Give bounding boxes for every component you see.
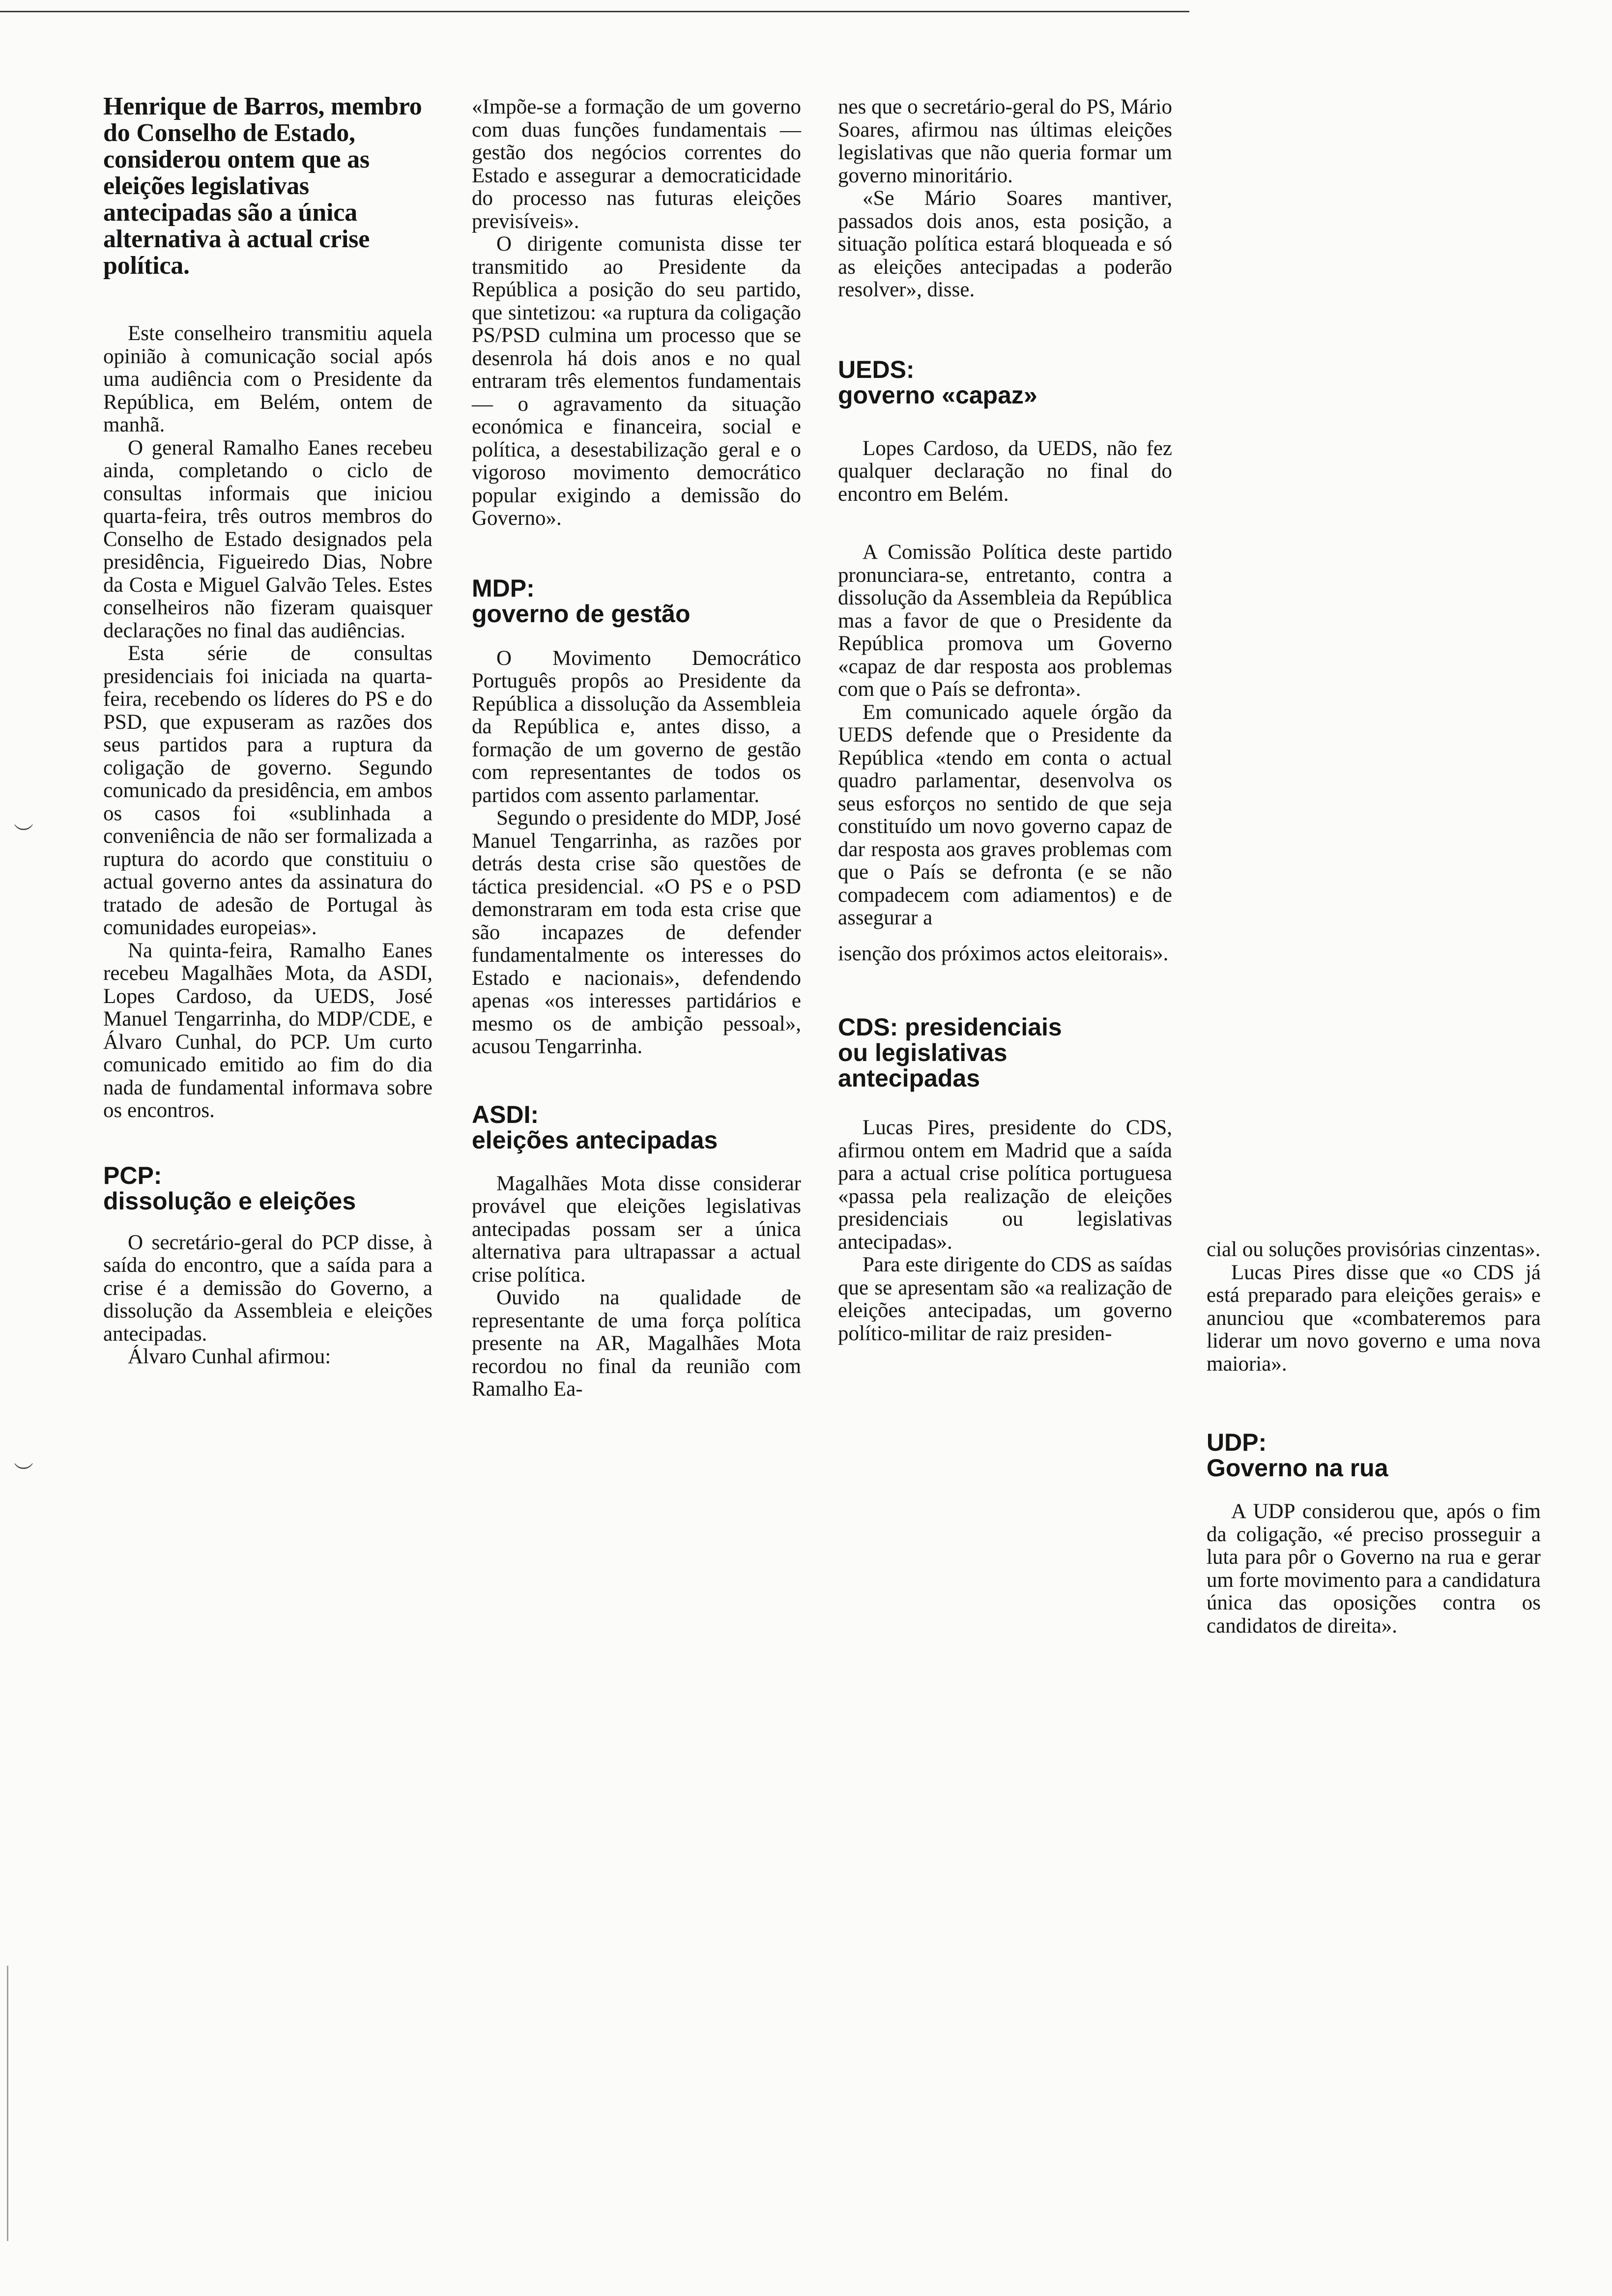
body-paragraph: Este conselheiro transmitiu aquela opinião à comunicação social após uma audiência com o Presidente da República, em Belém, ontem de manhã. — [103, 322, 432, 436]
section-heading-ueds-subtitle: governo «capaz» — [838, 381, 1037, 409]
body-paragraph: isenção dos próximos actos eleitorais». — [838, 942, 1169, 965]
body-paragraph: A Comissão Política deste partido pronunciara-se, entretanto, contra a dissolução da Assembleia da República mas a favor de que o Presidente da República promova um Governo «capaz de dar resposta aos problemas com que o País se defronta». — [838, 541, 1172, 701]
margin-mark: ︶ — [14, 823, 33, 845]
body-paragraph: O general Ramalho Eanes recebeu ainda, completando o ciclo de consultas informais que iniciou quarta-feira, três outros membros do Conselho de Estado designados pela presidência, Figueiredo Dias, Nobre da Costa e Miguel Galvão Teles. Estes conselheiros não fizeram quaisquer declarações no final das audiências. — [103, 436, 432, 642]
body-paragraph: «Se Mário Soares mantiver, passados dois anos, esta posição, a situação política estará bloqueada e só as eleições antecipadas a poderão resolver», disse. — [838, 187, 1172, 301]
section-heading-asdi-subtitle: eleições antecipadas — [472, 1126, 718, 1154]
section-heading-udp: UDP: — [1207, 1429, 1267, 1456]
column-1 — [103, 93, 432, 1369]
section-heading-mdp: MDP: — [472, 574, 535, 602]
body-paragraph: O secretário-geral do PCP disse, à saída do encontro, que a saída para a crise é a demissão do Governo, a dissolução da Assembleia e eleições antecipadas. — [103, 1231, 432, 1346]
body-paragraph: A UDP considerou que, após o fim da coligação, «é preciso prosseguir a luta para pôr o Governo na rua e gerar um forte movimento para a candidatura única das oposições contra os candidatos de direita». — [1207, 1500, 1541, 1637]
section-heading-ueds: UEDS: — [838, 355, 915, 383]
lead-paragraph: Henrique de Barros, membro do Conselho de Estado, considerou ontem que as eleições legislativas antecipadas são a única alternativa à actual crise política. — [103, 92, 422, 280]
section-heading-pcp-subtitle: dissolução e eleições — [103, 1187, 356, 1215]
body-paragraph: cial ou soluções provisórias cinzentas». — [1207, 1238, 1541, 1261]
body-paragraph: Na quinta-feira, Ramalho Eanes recebeu Magalhães Mota, da ASDI, Lopes Cardoso, da UEDS, José Manuel Tengarrinha, do MDP/CDE, e Álvaro Cunhal, do PCP. Um curto comunicado emitido ao fim do dia nada de fundamental informava sobre os encontros. — [103, 939, 432, 1122]
body-paragraph: nes que o secretário-geral do PS, Mário Soares, afirmou nas últimas eleições legislativas que não queria formar um governo minoritário. — [838, 95, 1172, 187]
column-2 — [472, 96, 801, 1401]
body-paragraph: Em comunicado aquele órgão da UEDS defende que o Presidente da República «tendo em conta o actual quadro parlamentar, desenvolva os seus esforços no sentido de que seja constituído um novo governo capaz de dar resposta aos graves problemas com que o País se defronta (e se não compadecem com adiamentos) e de assegurar a — [838, 700, 1172, 929]
section-heading-cds-subtitle: ou legislativas — [838, 1039, 1008, 1066]
body-paragraph: Segundo o presidente do MDP, José Manuel Tengarrinha, as razões por detrás desta crise são questões de táctica presidencial. «O PS e o PSD demonstraram em toda esta crise que são incapazes de defender fundamentalmente os interesses do Estado e nacionais», defendendo apenas «os interesses partidários e mesmo os de ambição pessoal», acusou Tengarrinha. — [472, 806, 801, 1058]
body-paragraph: Para este dirigente do CDS as saídas que se apresentam são «a realização de eleições antecipadas, um governo político-militar de raiz presiden- — [838, 1253, 1172, 1345]
margin-dash — [7, 1966, 8, 2241]
body-paragraph: Lucas Pires, presidente do CDS, afirmou ontem em Madrid que a saída para a actual crise política portuguesa «passa pela realização de eleições presidenciais ou legislativas antecipadas». — [838, 1116, 1172, 1254]
column-3 — [838, 96, 1172, 1345]
body-paragraph: Magalhães Mota disse considerar provável que eleições legislativas antecipadas possam ser a única alternativa para ultrapassar a actual crise política. — [472, 1172, 801, 1287]
body-paragraph: Ouvido na qualidade de representante de uma força política presente na AR, Magalhães Mota recordou no final da reunião com Ramalho Ea- — [472, 1286, 801, 1401]
column-4 — [1207, 1238, 1541, 1637]
body-paragraph: Álvaro Cunhal afirmou: — [128, 1345, 331, 1368]
top-rule — [0, 11, 1189, 12]
margin-mark: ︶ — [14, 1462, 33, 1484]
section-heading-pcp: PCP: — [103, 1161, 162, 1189]
section-heading-asdi: ASDI: — [472, 1100, 539, 1128]
section-heading-cds: CDS: presidenciais — [838, 1013, 1062, 1041]
body-paragraph: Lopes Cardoso, da UEDS, não fez qualquer declaração no final do encontro em Belém. — [838, 436, 1172, 506]
body-paragraph: O Movimento Democrático Português propôs ao Presidente da República a dissolução da Assembleia da República e, antes disso, a formação de um governo de gestão com representantes de todos os partidos com assento parlamentar. — [472, 646, 801, 807]
section-heading-udp-subtitle: Governo na rua — [1207, 1454, 1388, 1482]
section-heading-mdp-subtitle: governo de gestão — [472, 600, 691, 628]
body-paragraph: Esta série de consultas presidenciais foi iniciada na quarta-feira, recebendo os líderes do PS e do PSD, que expuseram as razões dos seus partidos para a ruptura da coligação de governo. Segundo comunicado da presidência, em ambos os casos foi «sublinhada a conveniência de não ser formalizada a ruptura do acordo que constituiu o actual governo antes da assinatura do tratado de adesão de Portugal às comunidades europeias». — [103, 642, 432, 939]
body-paragraph: O dirigente comunista disse ter transmitido ao Presidente da República a posição do seu partido, que sintetizou: «a ruptura da coligação PS/PSD culmina um processo que se desenrola há dois anos e no qual entraram três elementos fundamentais — o agravamento da situação económica e financeira, social e política, a desestabilização geral e o vigoroso movimento democrático popular exigindo a demissão do Governo». — [472, 232, 801, 530]
body-paragraph: Lucas Pires disse que «o CDS já está preparado para eleições gerais» e anunciou que «combateremos para liderar um novo governo e uma nova maioria». — [1207, 1261, 1541, 1376]
section-heading-cds-subtitle-2: antecipadas — [838, 1064, 980, 1092]
body-paragraph: «Impõe-se a formação de um governo com duas funções fundamentais — gestão dos negócios correntes do Estado e assegurar a democraticidade do processo nas futuras eleições previsíveis». — [472, 95, 801, 233]
